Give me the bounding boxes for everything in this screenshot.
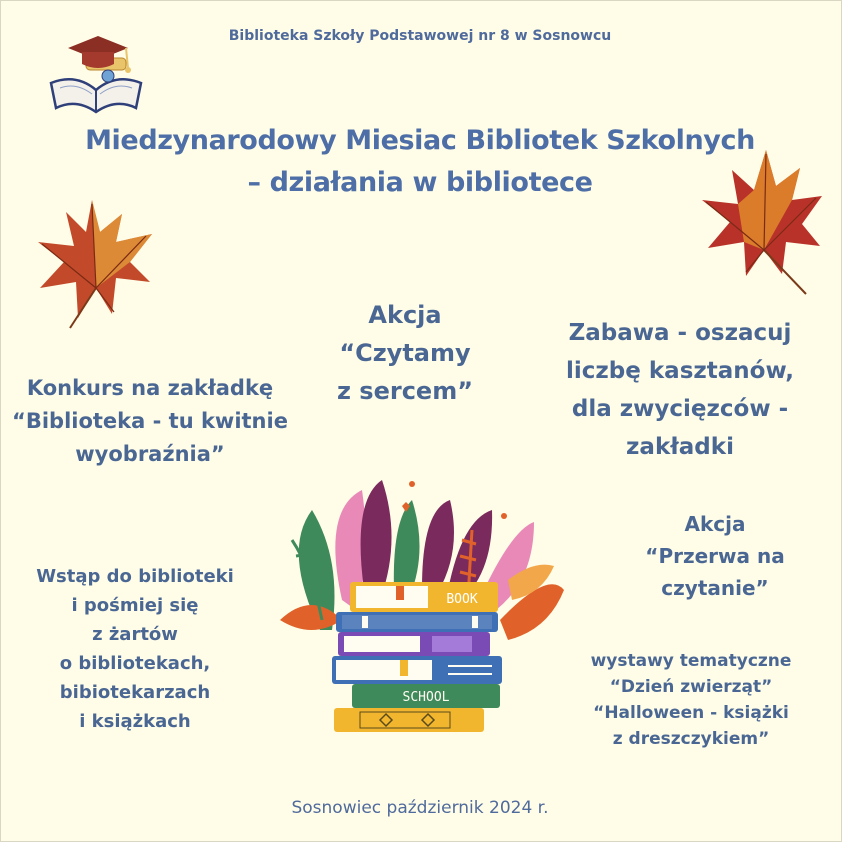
block-line: z żartów — [92, 624, 178, 645]
block-line: “Przerwa na — [645, 544, 785, 568]
book-spine-label: BOOK — [446, 592, 478, 607]
block-line: Akcja — [684, 512, 746, 536]
block-line: o bibliotekach, — [59, 653, 211, 674]
school-header: Biblioteka Szkoły Podstawowej nr 8 w Sosnowcu — [228, 28, 612, 44]
block-line: liczbę kasztanów, — [566, 358, 794, 384]
maple-leaf-icon — [30, 190, 160, 330]
book-stack-illustration — [272, 470, 572, 740]
block-line: dla zwycięzców - — [571, 396, 789, 422]
block-line: “Dzień zwierząt” — [609, 677, 773, 697]
block-line: “Czytamy — [339, 339, 471, 367]
title-line-1: Miedzynarodowy Miesiac Bibliotek Szkolnych — [85, 125, 755, 156]
graduation-book-icon — [46, 28, 146, 118]
footer-place-date: Sosnowiec październik 2024 r. — [291, 798, 549, 818]
block-line: zakładki — [626, 434, 734, 460]
konkurs-block — [0, 372, 300, 471]
zabawa-block — [540, 314, 820, 466]
book-spine-label: SCHOOL — [402, 690, 450, 705]
block-line: z dreszczykiem” — [612, 729, 770, 749]
akcja-przerwa-block — [610, 508, 820, 604]
wstap-block — [20, 562, 250, 736]
block-line: bibiotekarzach — [59, 682, 211, 703]
wystawy-block — [556, 648, 826, 752]
block-line: “Halloween - książki — [593, 703, 789, 723]
block-line: czytanie” — [661, 576, 769, 600]
block-line: Wstąp do biblioteki — [36, 566, 234, 587]
block-line: wystawy tematyczne — [590, 651, 792, 671]
block-line: i pośmiej się — [71, 595, 199, 616]
block-line: z sercem” — [336, 377, 473, 405]
block-line: Konkurs na zakładkę — [26, 376, 274, 400]
block-line: i książkach — [79, 711, 191, 732]
title-line-2: – działania w bibliotece — [247, 167, 593, 198]
block-line: Zabawa - oszacuj — [568, 320, 792, 346]
block-line: wyobraźnia” — [75, 442, 225, 466]
akcja-czytamy-block — [320, 296, 490, 410]
block-line: “Biblioteka - tu kwitnie — [12, 409, 288, 433]
maple-leaf-icon — [696, 146, 826, 296]
page-title — [80, 120, 760, 204]
block-line: Akcja — [368, 301, 442, 329]
